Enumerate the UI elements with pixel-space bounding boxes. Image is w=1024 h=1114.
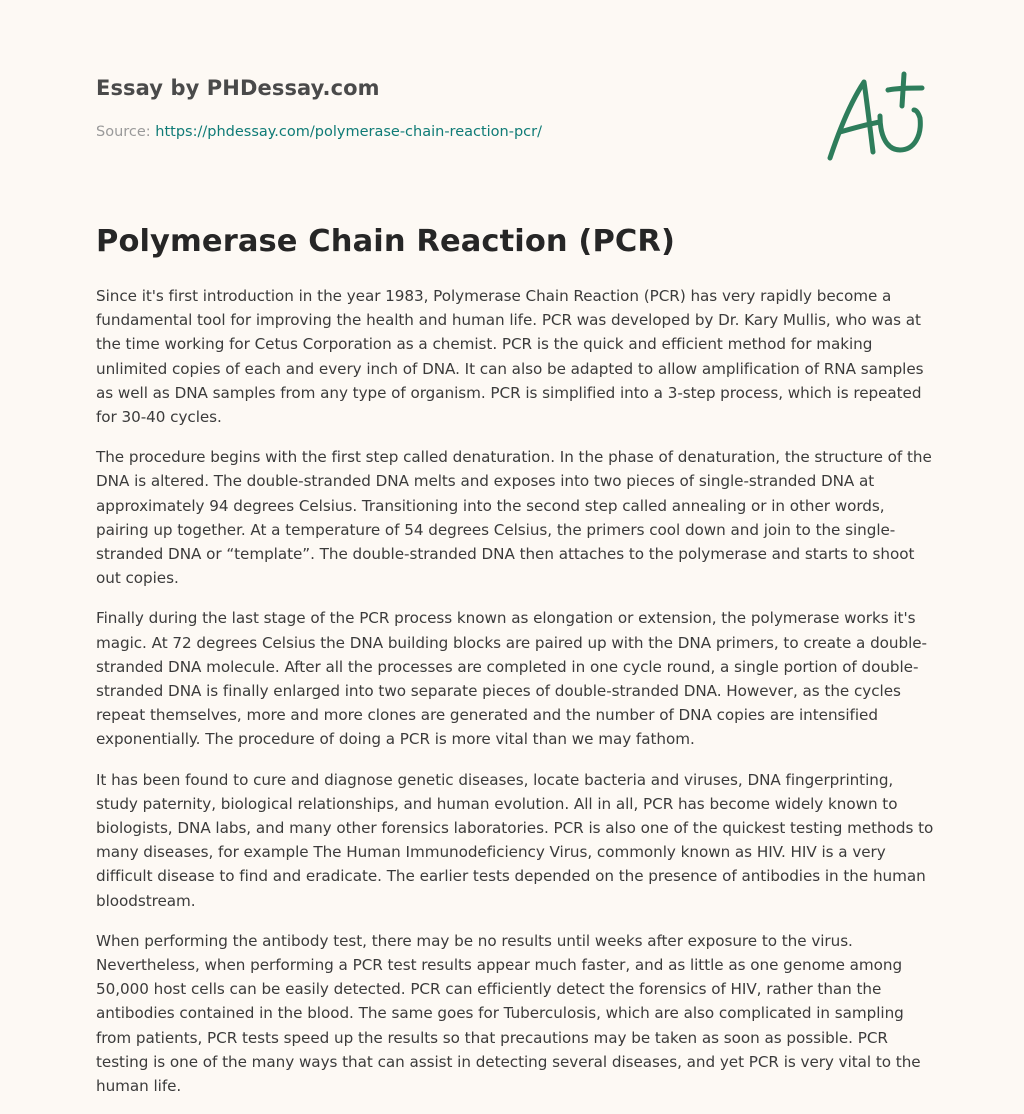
essay-title: Polymerase Chain Reaction (PCR) (96, 224, 676, 259)
essay-paragraph: Since it's first introduction in the year 1983, Polymerase Chain Reaction (PCR) has very rapidly become a fundamental tool for improving the health and human life. PCR was developed by Dr. Kary Mullis, who was at the time working for Cetus Corporation as a chemist. PCR is the quick and efficient method for making unlimited copies of each and every inch of DNA. It can also be adapted to allow amplification of RNA samples as well as DNA samples from any type of organism. PCR is simplified into a 3-step process, which is repeated for 30-40 cycles. (96, 287, 924, 427)
source-label: Source: (96, 124, 151, 140)
source-link[interactable]: https://phdessay.com/polymerase-chain-reaction-pcr/ (155, 124, 542, 140)
a-plus-logo-icon (818, 66, 930, 166)
essay-paragraph: It has been found to cure and diagnose genetic diseases, locate bacteria and viruses, DNA fingerprinting, study paternity, biological relationships, and human evolution. All in all, PCR has become widely known to biologists, DNA labs, and many other forensics laboratories. PCR is also one of the quickest testing methods to many diseases, for example The Human Immunodeficiency Virus, commonly known as HIV. HIV is a very difficult disease to find and eradicate. The earlier tests depended on the presence of antibodies in the human bloodstream. (96, 770, 934, 910)
source-line (96, 124, 542, 140)
site-brand: Essay by PHDessay.com (96, 76, 380, 100)
essay-paragraph: When performing the antibody test, there may be no results until weeks after exposure to the virus. Nevertheless, when performing a PCR test results appear much faster, and as little as one genome among 50,000 host cells can be easily detected. PCR can efficiently detect the forensics of HIV, rather than the antibodies contained in the blood. The same goes for Tuberculosis, which are also complicated in sampling from patients, PCR tests speed up the results so that precautions may be taken as soon as possible. PCR testing is one of the many ways that can assist in detecting several diseases, and yet PCR is very vital to the human life. (96, 931, 921, 1096)
essay-body (96, 284, 934, 1114)
essay-paragraph: The procedure begins with the first step called denaturation. In the phase of denaturation, the structure of the DNA is altered. The double-stranded DNA melts and exposes into two pieces of single-stranded DNA at approximately 94 degrees Celsius. Transitioning into the second step called annealing or in other words, pairing up together. At a temperature of 54 degrees Celsius, the primers cool down and join to the single-stranded DNA or “template”. The double-stranded DNA then attaches to the polymerase and starts to shoot out copies. (96, 448, 932, 588)
essay-paragraph: Finally during the last stage of the PCR process known as elongation or extension, the polymerase works it's magic. At 72 degrees Celsius the DNA building blocks are paired up with the DNA primers, to create a double-stranded DNA molecule. After all the processes are completed in one cycle round, a single portion of double-stranded DNA is finally enlarged into two separate pieces of double-stranded DNA. However, as the cycles repeat themselves, more and more clones are generated and the number of DNA copies are intensified exponentially. The procedure of doing a PCR is more vital than we may fathom. (96, 609, 927, 749)
